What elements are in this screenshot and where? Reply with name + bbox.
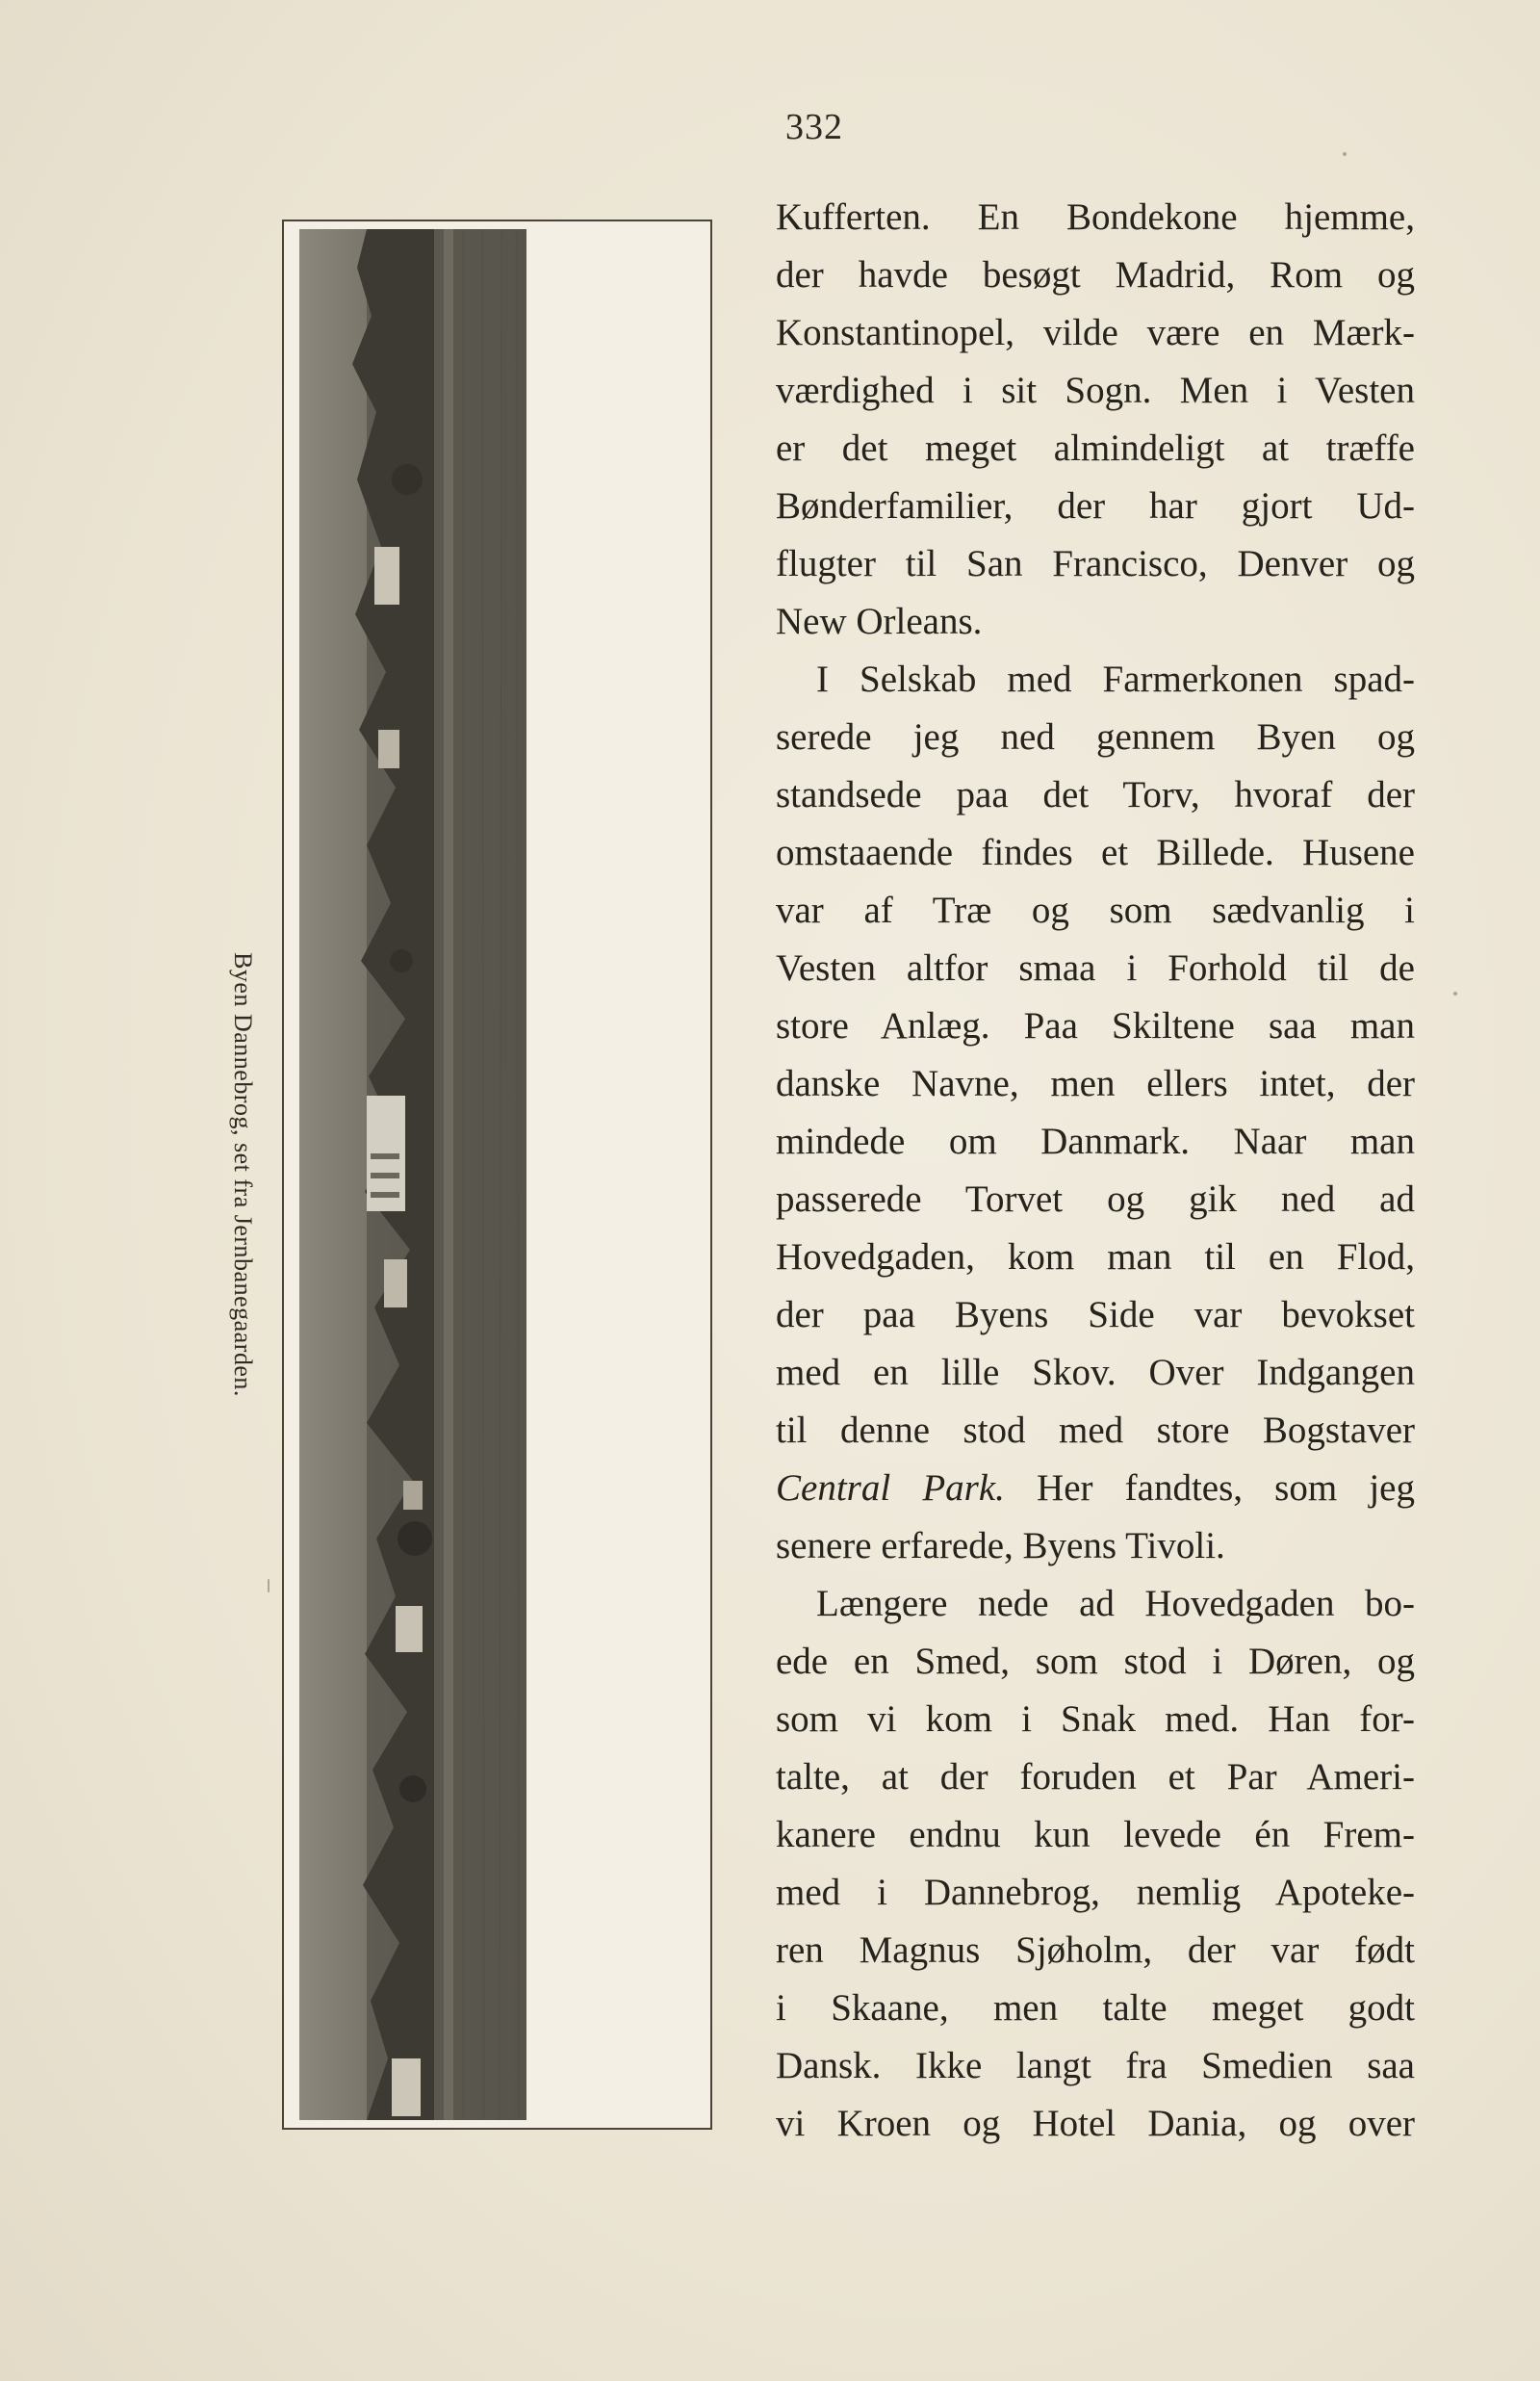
text-line: New Orleans. <box>776 601 983 642</box>
text-line: store Anlæg. Paa Skiltene saa man <box>776 1005 1415 1047</box>
text-line: kanere endnu kun levede én Frem- <box>776 1814 1415 1855</box>
text-line: til denne stod med store Bogstaver <box>776 1410 1415 1451</box>
text-line-rest: Her fandtes, som jeg <box>1004 1467 1415 1509</box>
text-line: Kufferten. En Bondekone hjemme, <box>776 196 1415 238</box>
text-line: talte, at der foruden et Par Ameri- <box>776 1756 1415 1798</box>
text-line: Vesten altfor smaa i Forhold til de <box>776 947 1415 989</box>
text-line: som vi kom i Snak med. Han for- <box>776 1698 1415 1740</box>
page-number: 332 <box>785 107 843 147</box>
text-line: serede jeg ned gennem Byen og <box>776 716 1415 758</box>
paper-speck <box>1343 152 1347 156</box>
town-panorama-illustration <box>299 229 526 2120</box>
text-line: i Skaane, men talte meget godt <box>776 1987 1415 2029</box>
body-text <box>776 189 1415 2153</box>
figure-caption-text: Byen Dannebrog, set fra Jernbanegaarden. <box>229 952 257 1397</box>
paper-speck <box>1453 992 1457 996</box>
photo-plate <box>282 220 712 2130</box>
text-line: Hovedgaden, kom man til en Flod, <box>776 1236 1415 1278</box>
text-line: værdighed i sit Sogn. Men i Vesten <box>776 370 1415 411</box>
text-line: danske Navne, men ellers intet, der <box>776 1063 1415 1104</box>
town-panorama-photo <box>299 229 526 2120</box>
text-line: Konstantinopel, vilde være en Mærk- <box>776 312 1415 353</box>
text-line: ren Magnus Sjøholm, der var født <box>776 1929 1415 1971</box>
text-line: der havde besøgt Madrid, Rom og <box>776 254 1415 296</box>
text-line: I Selskab med Farmerkonen spad- <box>816 659 1415 700</box>
text-line: standsede paa det Torv, hvoraf der <box>776 774 1415 815</box>
text-line: senere erfarede, Byens Tivoli. <box>776 1525 1225 1566</box>
text-line: omstaaende findes et Billede. Husene <box>776 832 1415 873</box>
text-line: med en lille Skov. Over Indgangen <box>776 1352 1415 1393</box>
text-line: ede en Smed, som stod i Døren, og <box>776 1641 1415 1682</box>
text-line: vi Kroen og Hotel Dania, og over <box>776 2103 1415 2144</box>
text-line: der paa Byens Side var bevokset <box>776 1294 1415 1335</box>
text-line: Bønderfamilier, der har gjort Ud- <box>776 485 1415 527</box>
text-line: passerede Torvet og gik ned ad <box>776 1178 1415 1220</box>
text-line <box>776 1460 1415 1517</box>
text-line: med i Dannebrog, nemlig Apoteke- <box>776 1872 1415 1913</box>
text-line: Længere nede ad Hovedgaden bo- <box>816 1583 1415 1624</box>
text-line: var af Træ og som sædvanlig i <box>776 890 1415 931</box>
text-line: flugter til San Francisco, Denver og <box>776 543 1415 584</box>
text-line: er det meget almindeligt at træffe <box>776 427 1415 469</box>
paper-speck <box>268 1579 270 1592</box>
text-line: Dansk. Ikke langt fra Smedien saa <box>776 2045 1415 2086</box>
text-line: mindede om Danmark. Naar man <box>776 1121 1415 1162</box>
central-park-italic: Central Park. <box>776 1467 1005 1509</box>
